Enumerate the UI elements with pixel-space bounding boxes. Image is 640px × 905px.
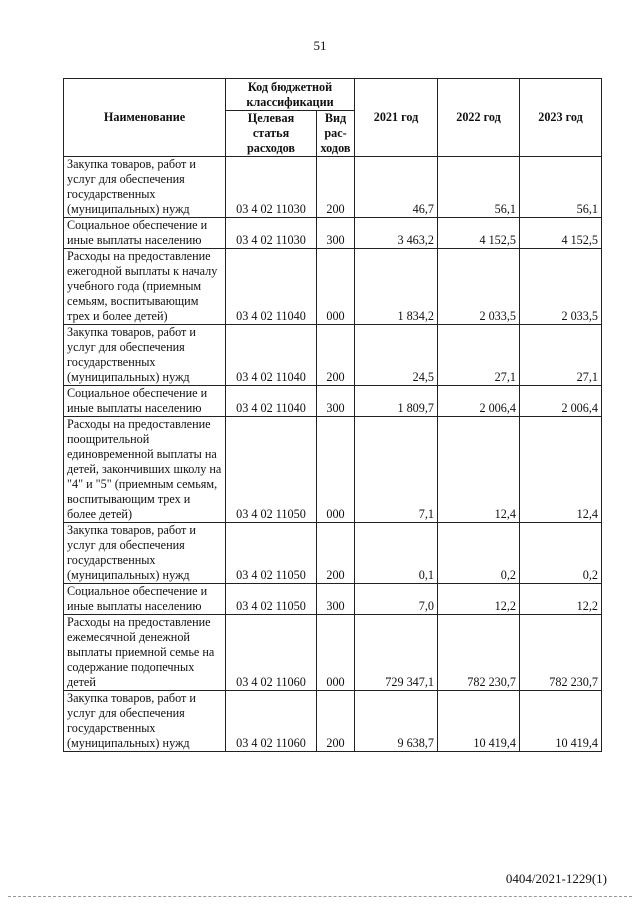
row-2021: 7,0 [355, 584, 438, 615]
row-code: 03 4 02 11050 [226, 584, 317, 615]
row-name: Социальное обеспечение и иные выплаты населению [64, 386, 226, 417]
header-2022: 2022 год [438, 79, 520, 157]
header-code-group: Код бюджетной классификации [226, 79, 355, 111]
page-number: 51 [313, 38, 327, 53]
header-name: Наименование [64, 79, 226, 157]
table-row [64, 584, 602, 615]
row-code: 03 4 02 11050 [226, 523, 317, 584]
row-kind: 000 [317, 417, 355, 523]
row-2022: 4 152,5 [438, 218, 520, 249]
header-2021: 2021 год [355, 79, 438, 157]
row-2021: 7,1 [355, 417, 438, 523]
row-2023: 2 006,4 [520, 386, 602, 417]
row-2022: 10 419,4 [438, 691, 520, 752]
row-2022: 2 033,5 [438, 249, 520, 325]
row-name: Закупка товаров, работ и услуг для обеспечения государственных (муниципальных) нужд [64, 325, 226, 386]
row-kind: 200 [317, 325, 355, 386]
row-2023: 0,2 [520, 523, 602, 584]
row-name: Закупка товаров, работ и услуг для обеспечения государственных (муниципальных) нужд [64, 157, 226, 218]
row-code: 03 4 02 11040 [226, 386, 317, 417]
header-code-article: Целевая статья расходов [226, 111, 317, 157]
row-name: Социальное обеспечение и иные выплаты населению [64, 218, 226, 249]
row-code: 03 4 02 11040 [226, 249, 317, 325]
table-row [64, 523, 602, 584]
header-code-kind: Вид рас-ходов [317, 111, 355, 157]
row-2021: 9 638,7 [355, 691, 438, 752]
row-code: 03 4 02 11040 [226, 325, 317, 386]
row-2021: 46,7 [355, 157, 438, 218]
table-row [64, 386, 602, 417]
bottom-divider [8, 896, 632, 897]
row-kind: 000 [317, 615, 355, 691]
row-2023: 12,2 [520, 584, 602, 615]
row-2022: 12,2 [438, 584, 520, 615]
row-name: Закупка товаров, работ и услуг для обеспечения государственных (муниципальных) нужд [64, 691, 226, 752]
table-row [64, 157, 602, 218]
row-kind: 200 [317, 523, 355, 584]
table-row [64, 691, 602, 752]
row-code: 03 4 02 11060 [226, 615, 317, 691]
row-kind: 000 [317, 249, 355, 325]
row-2021: 3 463,2 [355, 218, 438, 249]
row-2022: 2 006,4 [438, 386, 520, 417]
row-2022: 782 230,7 [438, 615, 520, 691]
row-code: 03 4 02 11050 [226, 417, 317, 523]
table-row [64, 249, 602, 325]
row-code: 03 4 02 11060 [226, 691, 317, 752]
row-2021: 1 809,7 [355, 386, 438, 417]
budget-table [63, 78, 602, 752]
row-kind: 300 [317, 218, 355, 249]
row-kind: 300 [317, 386, 355, 417]
row-2022: 27,1 [438, 325, 520, 386]
row-2023: 12,4 [520, 417, 602, 523]
row-2023: 27,1 [520, 325, 602, 386]
row-name: Расходы на предоставление ежегодной выплаты к началу учебного года (приемным семьям, воспитывающим трех и более детей) [64, 249, 226, 325]
row-2023: 10 419,4 [520, 691, 602, 752]
row-2021: 24,5 [355, 325, 438, 386]
row-2021: 0,1 [355, 523, 438, 584]
table-row [64, 325, 602, 386]
row-2021: 729 347,1 [355, 615, 438, 691]
table-row [64, 417, 602, 523]
row-2023: 782 230,7 [520, 615, 602, 691]
row-name: Расходы на предоставление ежемесячной денежной выплаты приемной семье на содержание подопечных детей [64, 615, 226, 691]
row-2022: 0,2 [438, 523, 520, 584]
table-row [64, 615, 602, 691]
row-2022: 12,4 [438, 417, 520, 523]
row-name: Социальное обеспечение и иные выплаты населению [64, 584, 226, 615]
row-2023: 2 033,5 [520, 249, 602, 325]
row-2022: 56,1 [438, 157, 520, 218]
row-code: 03 4 02 11030 [226, 157, 317, 218]
row-name: Расходы на предоставление поощрительной единовременной выплаты на детей, закончивших школу на "4" и "5" (приемным семьям, воспитывающим трех и более детей) [64, 417, 226, 523]
document-code: 0404/2021-1229(1) [505, 871, 607, 886]
row-kind: 300 [317, 584, 355, 615]
row-2023: 4 152,5 [520, 218, 602, 249]
table-row [64, 218, 602, 249]
header-2023: 2023 год [520, 79, 602, 157]
row-2021: 1 834,2 [355, 249, 438, 325]
row-code: 03 4 02 11030 [226, 218, 317, 249]
row-kind: 200 [317, 691, 355, 752]
row-name: Закупка товаров, работ и услуг для обеспечения государственных (муниципальных) нужд [64, 523, 226, 584]
row-2023: 56,1 [520, 157, 602, 218]
row-kind: 200 [317, 157, 355, 218]
